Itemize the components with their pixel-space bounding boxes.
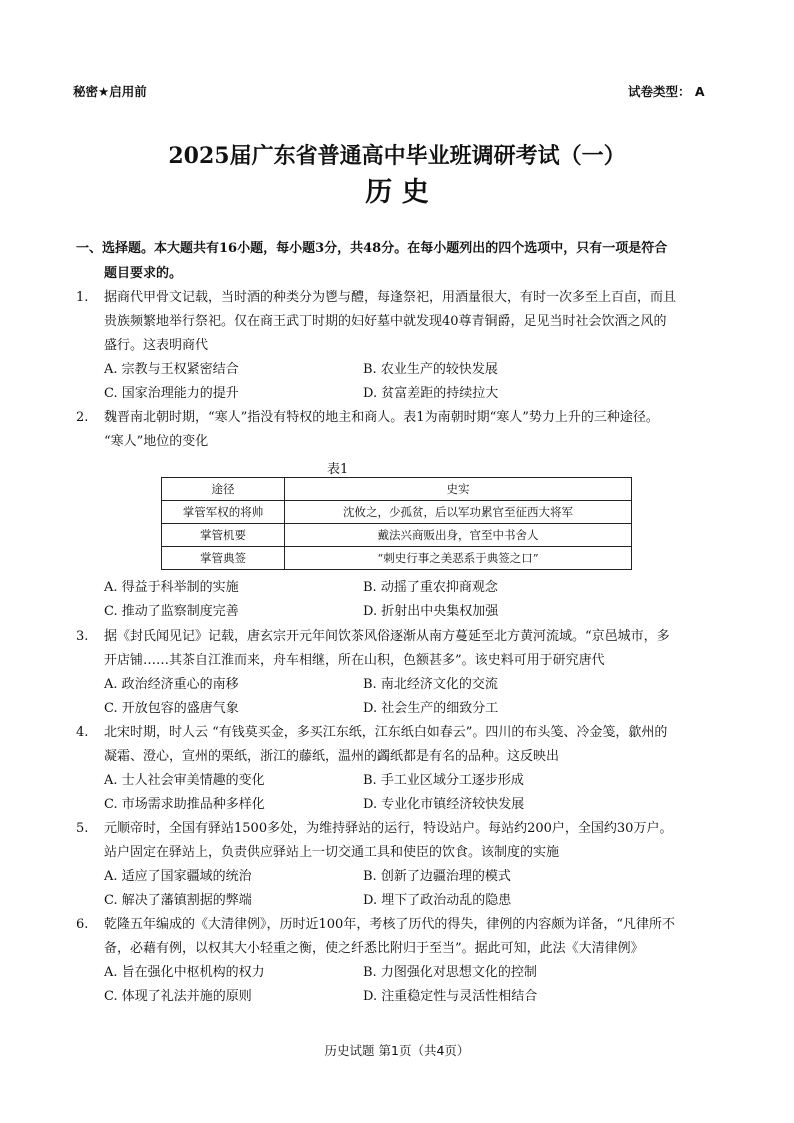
table-caption: 表1 — [327, 462, 349, 477]
option-d[interactable]: D. 注重稳定性与灵活性相结合 — [363, 989, 538, 1004]
option-d[interactable]: D. 专业化市镇经济较快发展 — [363, 797, 525, 812]
question-text: 元顺帝时，全国有驿站1500多处，为维持驿站的运行，特设站户。每站约200户，全国约30万户。 — [104, 821, 673, 836]
option-b[interactable]: B. 动摇了重农抑商观念 — [363, 580, 498, 595]
section-heading-line2: 题目要求的。 — [104, 266, 183, 281]
option-c[interactable]: C. 体现了礼法并施的原则 — [104, 989, 252, 1004]
option-c[interactable]: C. 国家治理能力的提升 — [104, 386, 239, 401]
option-d[interactable]: D. 社会生产的细致分工 — [363, 701, 499, 716]
question-text: 据商代甲骨文记载，当时酒的种类分为鬯与醴，每逢祭祀，用酒量很大，有时一次多至上百卣，而且 — [104, 290, 677, 305]
question-text: 魏晋南北朝时期，“寒人”指没有特权的地主和商人。表1为南朝时期“寒人”势力上升的三种途径。 — [104, 410, 659, 425]
option-b[interactable]: B. 农业生产的较快发展 — [363, 362, 498, 377]
option-b[interactable]: B. 手工业区域分工逐步形成 — [363, 773, 524, 788]
table-cell: “刺史行事之美恶系于典签之口” — [285, 547, 632, 570]
paper-type: 试卷类型： A — [628, 84, 705, 99]
table-cell: 掌管典签 — [162, 547, 285, 570]
table-header-row — [162, 478, 632, 501]
option-a[interactable]: A. 旨在强化中枢机构的权力 — [104, 965, 265, 980]
option-c[interactable]: C. 市场需求助推品种多样化 — [104, 797, 265, 812]
table-row — [162, 501, 632, 524]
table-cell: 戴法兴商贩出身，官至中书舍人 — [285, 524, 632, 547]
question-text: “寒人”地位的变化 — [104, 434, 209, 449]
question-number: 6. — [76, 917, 89, 932]
question-text: 凝霜、澄心，宣州的栗纸，浙江的藤纸，温州的蠲纸都是有名的品种。这反映出 — [104, 749, 560, 764]
table-header-cell: 史实 — [285, 478, 632, 501]
question-text: 盛行。这表明商代 — [104, 338, 209, 353]
option-a[interactable]: A. 得益于科举制的实施 — [104, 580, 239, 595]
table-cell: 掌管军权的将帅 — [162, 501, 285, 524]
option-d[interactable]: D. 贫富差距的持续拉大 — [363, 386, 499, 401]
table-row — [162, 547, 632, 570]
question-number: 5. — [76, 821, 89, 836]
option-a[interactable]: A. 适应了国家疆域的统治 — [104, 869, 252, 884]
option-c[interactable]: C. 推动了监察制度完善 — [104, 604, 239, 619]
table-header-cell: 途径 — [162, 478, 285, 501]
question-text: 据《封氏闻见记》记载，唐玄宗开元年间饮茶风俗逐渐从南方蔓延至北方黄河流域。“京邑城市，多 — [104, 629, 670, 644]
option-c[interactable]: C. 开放包容的盛唐气象 — [104, 701, 239, 716]
exam-title: 2025届广东省普通高中毕业班调研考试（一） — [168, 143, 626, 169]
option-d[interactable]: D. 埋下了政治动乱的隐患 — [363, 893, 512, 908]
table-cell: 掌管机要 — [162, 524, 285, 547]
table-row — [162, 524, 632, 547]
option-c[interactable]: C. 解决了藩镇割据的弊端 — [104, 893, 252, 908]
option-d[interactable]: D. 折射出中央集权加强 — [363, 604, 499, 619]
subject-title: 历 史 — [365, 177, 429, 208]
table-cell: 沈攸之，少孤贫，后以军功累官至征西大将军 — [285, 501, 632, 524]
question-number: 1. — [76, 290, 89, 305]
option-a[interactable]: A. 宗教与王权紧密结合 — [104, 362, 239, 377]
page-footer: 历史试题 第1页（共4页） — [324, 1043, 470, 1058]
question-text: 乾隆五年编成的《大清律例》，历时近100年，考核了历代的得失，律例的内容颇为详备，“凡律所不 — [104, 917, 675, 932]
option-a[interactable]: A. 士人社会审美情趣的变化 — [104, 773, 265, 788]
question-text: 备，必藉有例，以权其大小轻重之衡，使之纤悉比附归于至当”。据此可知，此法《大清律例》 — [104, 941, 644, 956]
question-text: 北宋时期，时人云 “有钱莫买金，多买江东纸，江东纸白如春云”。四川的布头笺、冷金笺，歙州的 — [104, 725, 668, 740]
option-a[interactable]: A. 政治经济重心的南移 — [104, 677, 239, 692]
section-heading-line1: 一、选择题。本大题共有16小题，每小题3分，共48分。在每小题列出的四个选项中，只有一项是符合 — [76, 241, 668, 256]
question-number: 4. — [76, 725, 89, 740]
confidential-mark: 秘密★启用前 — [73, 84, 147, 99]
table-1 — [161, 477, 632, 570]
option-b[interactable]: B. 南北经济文化的交流 — [363, 677, 498, 692]
question-number: 3. — [76, 629, 89, 644]
question-number: 2. — [76, 410, 89, 425]
option-b[interactable]: B. 创新了边疆治理的模式 — [363, 869, 511, 884]
question-text: 贵族频繁地举行祭祀。仅在商王武丁时期的妇好墓中就发现40尊青铜爵，足见当时社会饮酒之风的 — [104, 314, 667, 329]
option-b[interactable]: B. 力图强化对思想文化的控制 — [363, 965, 537, 980]
question-text: 开店铺……其茶自江淮而来，舟车相继，所在山积，色额甚多”。该史料可用于研究唐代 — [104, 653, 605, 668]
question-text: 站户固定在驿站上，负责供应驿站上一切交通工具和使臣的饮食。该制度的实施 — [104, 845, 560, 860]
